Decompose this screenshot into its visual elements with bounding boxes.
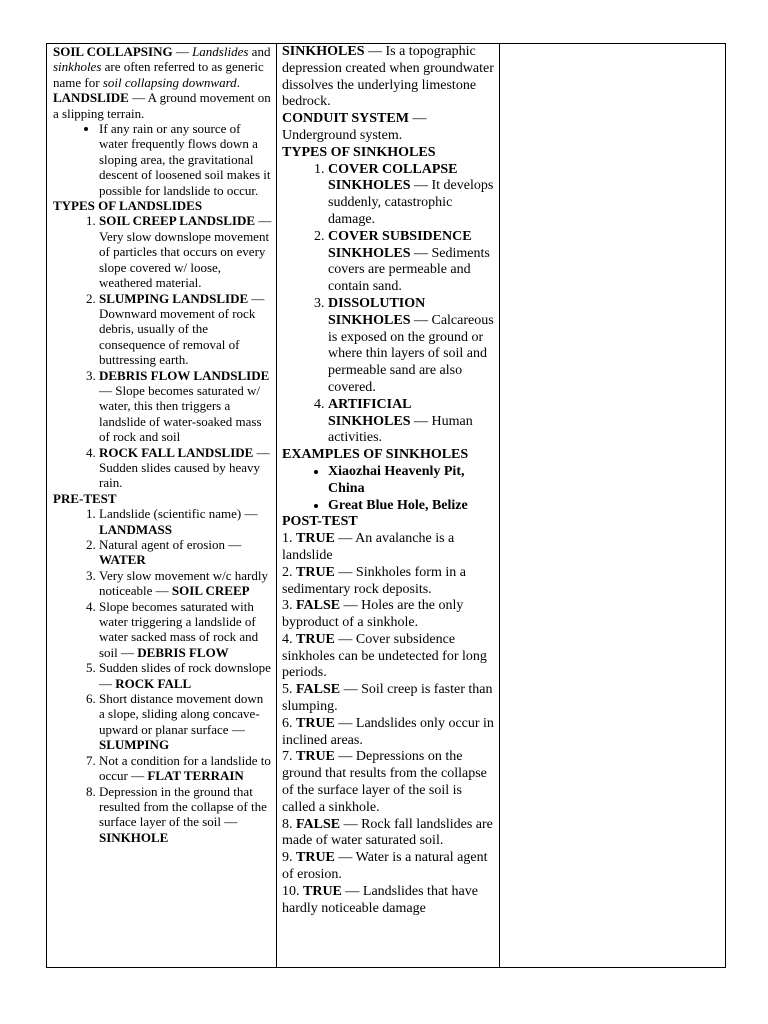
list-item <box>328 498 495 515</box>
list-item <box>99 784 272 846</box>
type-name: SOIL CREEP LANDSLIDE <box>99 213 256 229</box>
landslide-definition <box>53 90 272 121</box>
type-name: ROCK FALL LANDSLIDE <box>99 444 254 460</box>
answer: TRUE <box>303 883 342 899</box>
example-name: Xiaozhai Heavenly Pit, China <box>328 463 465 496</box>
answer: FALSE <box>296 816 341 832</box>
italic-soil-collapsing-downward: soil collapsing downward <box>102 74 237 90</box>
statement: — Sinkholes form in a sedimentary rock deposits. <box>282 564 466 597</box>
item-number: 2. <box>282 564 293 580</box>
sinkhole-types-list <box>282 162 495 448</box>
definition-text: — Is a topographic depression created when groundwater dissolves the underlying limestone bedrock. <box>282 44 494 110</box>
item-number: 8. <box>282 816 293 832</box>
item-number: 6. <box>282 715 293 731</box>
statement: — Landslides only occur in inclined areas. <box>282 715 494 748</box>
type-name: SLUMPING LANDSLIDE <box>99 290 249 306</box>
post-test-item <box>282 632 495 682</box>
type-desc: — Human activities. <box>328 413 473 446</box>
question: Not a condition for a landslide to occur — <box>99 752 271 784</box>
conduit-system-definition <box>282 111 495 145</box>
post-test-item <box>282 749 495 816</box>
heading-text: TYPES OF SINKHOLES <box>282 144 436 160</box>
statement: — Cover subsidence sinkholes can be undetected for long periods. <box>282 631 487 681</box>
list-item <box>328 229 495 296</box>
answer: SINKHOLE <box>99 829 169 845</box>
statement: — Rock fall landslides are made of water saturated soil. <box>282 816 493 849</box>
list-item <box>328 296 495 397</box>
landslide-bullets <box>53 121 272 198</box>
type-desc: — Downward movement of rock debris, usually of the consequence of removal of buttressing earth. <box>99 290 265 368</box>
statement: — An avalanche is a landslide <box>282 531 455 563</box>
post-test-item <box>282 682 495 716</box>
dash: — <box>172 44 193 59</box>
definition-text: — Underground system. <box>282 111 427 143</box>
column-empty <box>500 44 726 968</box>
notes-row <box>47 44 726 968</box>
post-test-item <box>282 531 495 565</box>
item-number: 10. <box>282 883 300 899</box>
heading-types-of-landslides <box>53 198 272 213</box>
list-item <box>99 537 272 568</box>
italic-sinkholes: sinkholes <box>53 59 102 75</box>
list-item <box>99 445 272 491</box>
post-test-item <box>282 565 495 599</box>
heading-text: POST-TEST <box>282 514 358 530</box>
question: Very slow movement w/c hardly noticeable — <box>99 567 268 599</box>
statement: — Holes are the only byproduct of a sinkhole. <box>282 598 464 631</box>
term-conduit-system: CONDUIT SYSTEM <box>282 111 409 127</box>
item-number: 4. <box>282 631 293 647</box>
italic-landslides: Landslides <box>192 44 249 59</box>
text: are often referred to as generic name for <box>53 59 264 90</box>
pre-test-list <box>53 506 272 845</box>
sinkhole-examples-list <box>282 464 495 514</box>
heading-examples-of-sinkholes <box>282 447 495 464</box>
list-item <box>99 753 272 784</box>
definition-text: — A ground movement on a slipping terrain. <box>53 90 271 121</box>
statement: — Landslides that have hardly noticeable damage <box>282 883 478 916</box>
landslide-types-list <box>53 213 272 490</box>
type-desc: — Calcareous is exposed on the ground or where thin layers of soil and permeable sand are also covered. <box>328 312 494 395</box>
statement: — Depressions on the ground that results from the collapse of the surface layer of the soil is called a sinkhole. <box>282 749 487 815</box>
statement: — Water is a natural agent of erosion. <box>282 850 488 883</box>
notes-table <box>46 43 726 968</box>
post-test-item <box>282 716 495 750</box>
type-name: DEBRIS FLOW LANDSLIDE <box>99 367 270 383</box>
answer: TRUE <box>296 631 335 647</box>
question: Slope becomes saturated with water triggering a landslide of water sacked mass of rock and soil — <box>99 598 259 660</box>
list-item <box>99 691 272 753</box>
soil-collapsing-definition <box>53 44 272 90</box>
list-item <box>99 568 272 599</box>
answer: FLAT TERRAIN <box>147 768 244 784</box>
answer: TRUE <box>296 715 335 731</box>
type-desc: — Very slow downslope movement of particles that occurs on every slope covered w/ loose, weathered material. <box>99 213 272 291</box>
post-test-item <box>282 884 495 918</box>
sinkholes-definition <box>282 44 495 111</box>
heading-text: EXAMPLES OF SINKHOLES <box>282 447 469 463</box>
type-name: COVER COLLAPSE SINKHOLES <box>328 161 458 194</box>
question: Depression in the ground that resulted from the collapse of the surface layer of the soil — <box>99 783 267 830</box>
item-number: 9. <box>282 850 293 866</box>
heading-text: PRE-TEST <box>53 490 117 506</box>
type-desc: — Sudden slides caused by heavy rain. <box>99 444 270 491</box>
list-item <box>328 464 495 498</box>
answer: TRUE <box>296 564 335 580</box>
text: and <box>248 44 271 59</box>
example-name: Great Blue Hole, Belize <box>328 497 468 513</box>
term-landslide: LANDSLIDE <box>53 90 129 106</box>
heading-pre-test <box>53 491 272 506</box>
statement: — Soil creep is faster than slumping. <box>282 682 493 715</box>
answer: SLUMPING <box>99 737 170 753</box>
post-test-list <box>282 531 495 917</box>
item-number: 7. <box>282 749 293 765</box>
list-item <box>99 213 272 290</box>
answer: DEBRIS FLOW <box>137 644 229 660</box>
term-soil-collapsing: SOIL COLLAPSING <box>53 44 173 59</box>
list-item <box>99 291 272 368</box>
type-name: DISSOLUTION SINKHOLES <box>328 295 426 328</box>
type-desc: — Sediments covers are permeable and contain sand. <box>328 245 490 295</box>
answer: WATER <box>99 552 146 568</box>
type-name: COVER SUBSIDENCE SINKHOLES <box>328 228 472 261</box>
answer: TRUE <box>296 749 335 765</box>
list-item <box>328 162 495 229</box>
post-test-item <box>282 598 495 632</box>
text: . <box>236 74 240 90</box>
question: Sudden slides of rock downslope — <box>99 660 271 691</box>
item-number: 3. <box>282 598 293 614</box>
landslide-bullet: • If any rain or any source of water frequently flows down a sloping area, the gravitational descent of loosened soil makes it possible for landslide to occur. <box>99 121 272 198</box>
heading-types-of-sinkholes <box>282 145 495 162</box>
type-desc: — Slope becomes saturated w/ water, this then triggers a landslide of water-soaked mass of rock and soil <box>99 382 262 445</box>
answer: TRUE <box>296 531 335 547</box>
type-desc: — It develops suddenly, catastrophic damage. <box>328 178 494 227</box>
answer: TRUE <box>296 850 335 866</box>
answer: FALSE <box>296 682 341 698</box>
answer: LANDMASS <box>99 521 172 537</box>
item-number: 1. <box>282 531 293 547</box>
list-item <box>99 368 272 445</box>
list-item <box>99 599 272 661</box>
column-sinkholes <box>277 44 500 968</box>
post-test-item <box>282 817 495 851</box>
list-item <box>99 660 272 691</box>
answer: FALSE <box>296 598 341 614</box>
answer: ROCK FALL <box>115 675 192 691</box>
item-number: 5. <box>282 682 293 698</box>
column-landslides <box>47 44 277 968</box>
list-item <box>99 506 272 537</box>
heading-post-test <box>282 514 495 531</box>
list-item <box>328 397 495 447</box>
question: Landslide (scientific name) — <box>99 506 258 522</box>
question: Natural agent of erosion — <box>99 537 242 552</box>
question: Short distance movement down a slope, sliding along concave-upward or planar surface — <box>99 691 264 737</box>
post-test-item <box>282 850 495 884</box>
heading-text: TYPES OF LANDSLIDES <box>53 198 203 214</box>
answer: SOIL CREEP <box>171 583 250 599</box>
term-sinkholes: SINKHOLES <box>282 44 365 59</box>
type-name: ARTIFICIAL SINKHOLES <box>328 396 411 429</box>
